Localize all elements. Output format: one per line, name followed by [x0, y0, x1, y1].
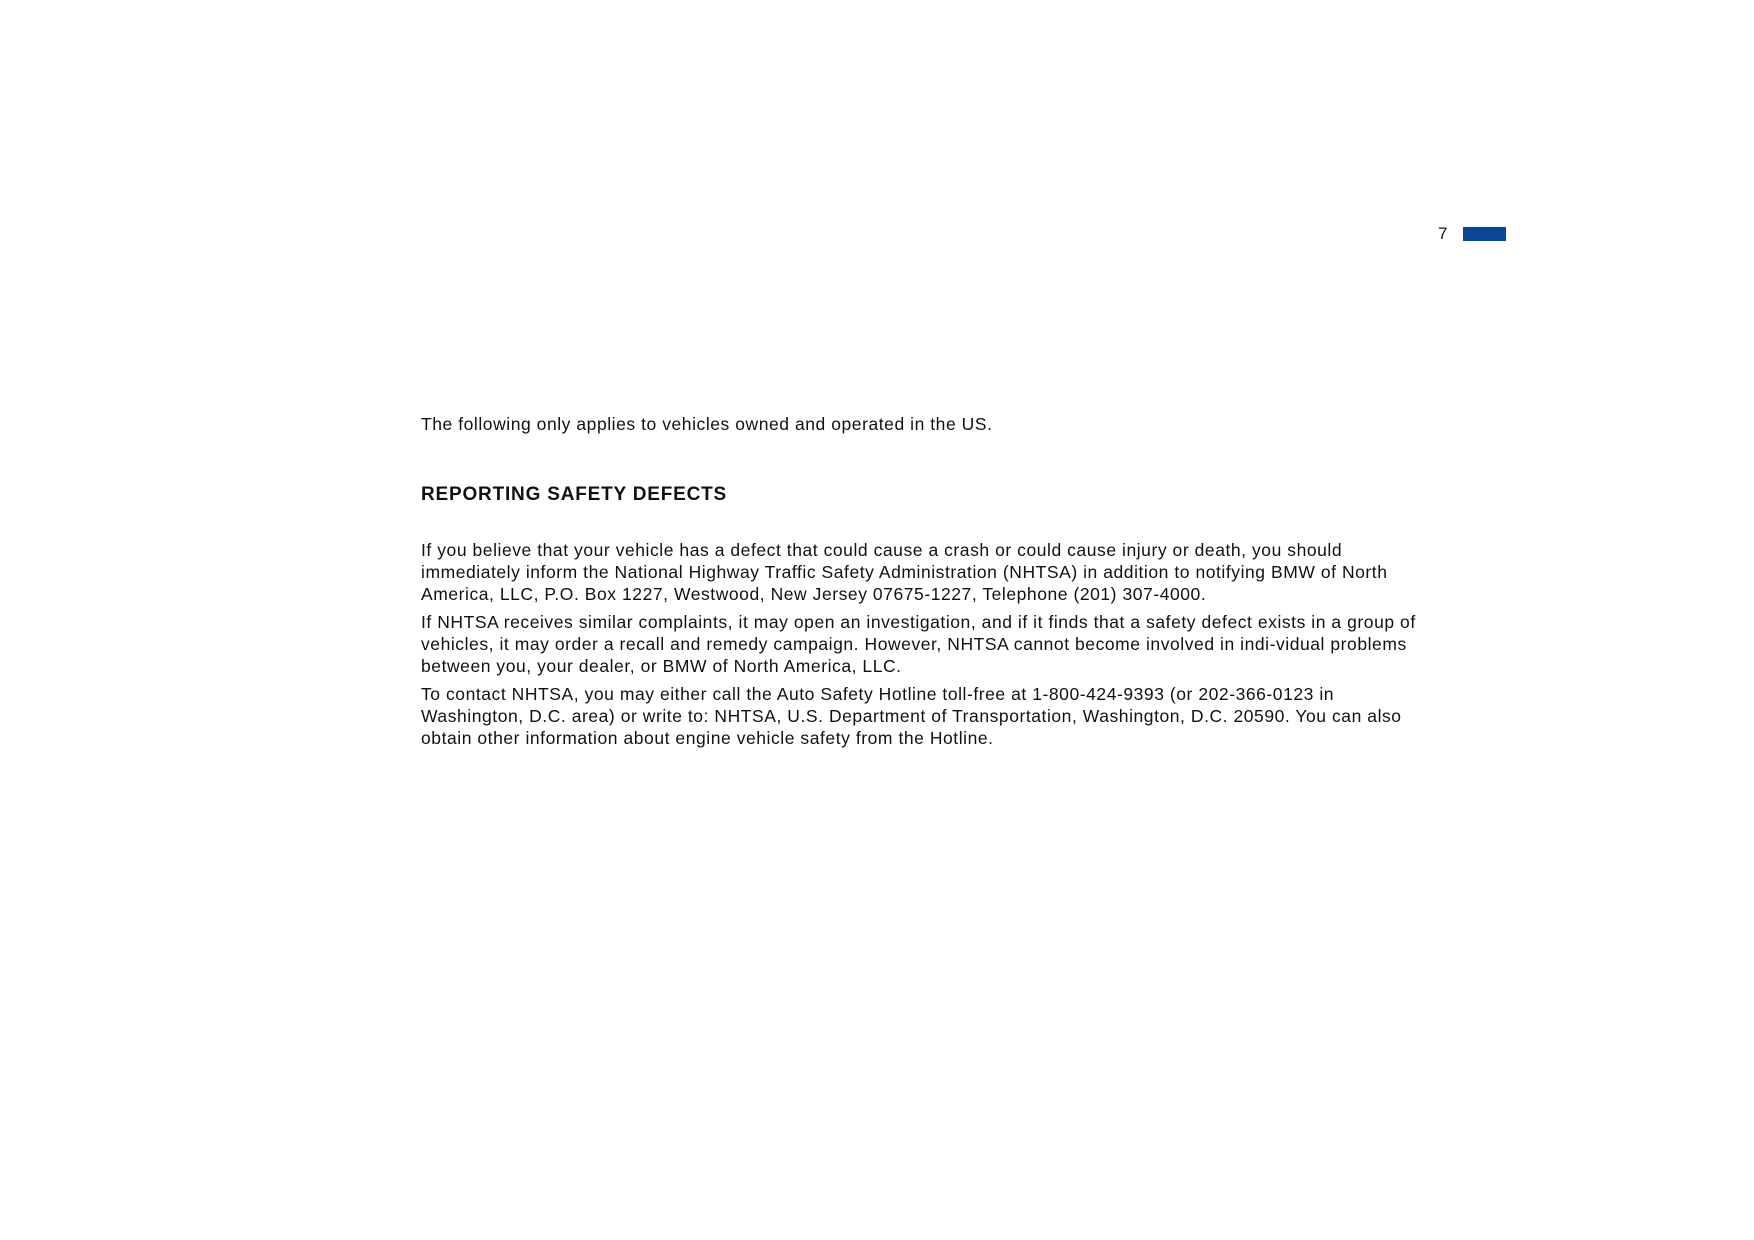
- paragraph-contact-nhtsa: To contact NHTSA, you may either call the Auto Safety Hotline toll-free at 1-800-424-9393 (or 202-366-0123 in Washington, D.C. area) or write to: NHTSA, U.S. Department of Transportation, Washington, D.C. 20590. You can also obtain other information about engine vehicle safety from the Hotline.: [421, 684, 1402, 748]
- paragraph-report-defect: If you believe that your vehicle has a defect that could cause a crash or could cause injury or death, you should immediately inform the National Highway Traffic Safety Administration (NHTSA) in addition to notifying BMW of North America, LLC, P.O. Box 1227, Westwood, New Jersey 07675-1227, Telephone (201) 307-4000.: [421, 540, 1388, 604]
- paragraph-investigation: If NHTSA receives similar complaints, it may open an investigation, and if it finds that a safety defect exists in a group of vehicles, it may order a recall and remedy campaign. However, NHTSA cannot become involved in indi-vidual problems between you, your dealer, or BMW of North America, LLC.: [421, 612, 1416, 676]
- page-marker-bar: [1463, 227, 1506, 241]
- page-number: 7: [1438, 224, 1448, 243]
- intro-text: The following only applies to vehicles owned and operated in the US.: [421, 414, 993, 434]
- section-heading: REPORTING SAFETY DEFECTS: [421, 484, 727, 505]
- page-content: [421, 413, 1431, 749]
